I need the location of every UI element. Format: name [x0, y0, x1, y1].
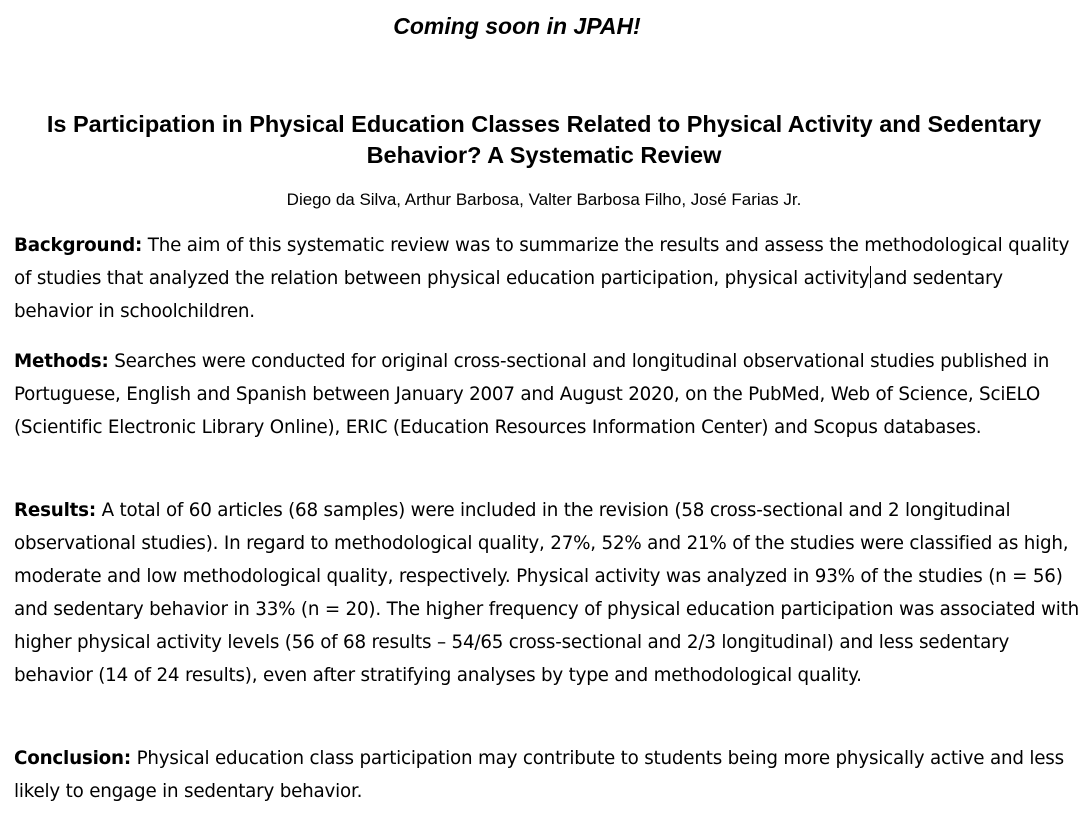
abstract-background[interactable] — [14, 229, 1082, 328]
article-title: Is Participation in Physical Education Classes Related to Physical Activity and Sedentary Behavior? A Systematic Review — [46, 111, 1042, 168]
background-label: Background: — [14, 235, 143, 256]
methods-label: Methods: — [14, 351, 109, 372]
results-text: A total of 60 articles (68 samples) were included in the revision (58 cross-sectional and 2 longitudinal observational studies). In regard to methodological quality, 27%, 52% and 21% of the studies were classified as high, moderate and low methodological quality, respectively. Physical activity was analyzed in 93% of the studies (n = 56) and sedentary behavior in 33% (n = 20). The higher frequency of physical education participation was associated with higher physical activity levels (56 of 68 results – 54/65 cross-sectional and 2/3 longitudinal) and less sedentary behavior (14 of 24 results), even after stratifying analyses by type and methodological quality. — [14, 500, 1080, 686]
coming-soon-banner: Coming soon in JPAH! — [393, 13, 641, 39]
conclusion-label: Conclusion: — [14, 748, 131, 769]
background-text-continued: and sedentary behavior in schoolchildren. — [14, 268, 1003, 322]
methods-text: Searches were conducted for original cross-sectional and longitudinal observational studies published in Portuguese, English and Spanish between January 2007 and August 2020, on the PubMed, Web of Science, SciELO (Scientific Electronic Library Online), ERIC (Education Resources Information Center) and Scopus databases. — [14, 351, 1050, 438]
abstract-results[interactable] — [14, 494, 1082, 692]
text-cursor — [870, 266, 871, 288]
conclusion-text: Physical education class participation may contribute to students being more physically active and less likely to engage in sedentary behavior. — [14, 748, 1064, 802]
abstract-methods[interactable] — [14, 345, 1082, 444]
article-authors: Diego da Silva, Arthur Barbosa, Valter Barbosa Filho, José Farias Jr. — [286, 190, 802, 209]
results-label: Results: — [14, 500, 96, 521]
background-text: The aim of this systematic review was to summarize the results and assess the methodological quality of studies that analyzed the relation between physical education participation, physical activity — [14, 235, 1070, 289]
abstract-conclusion[interactable] — [14, 742, 1082, 808]
